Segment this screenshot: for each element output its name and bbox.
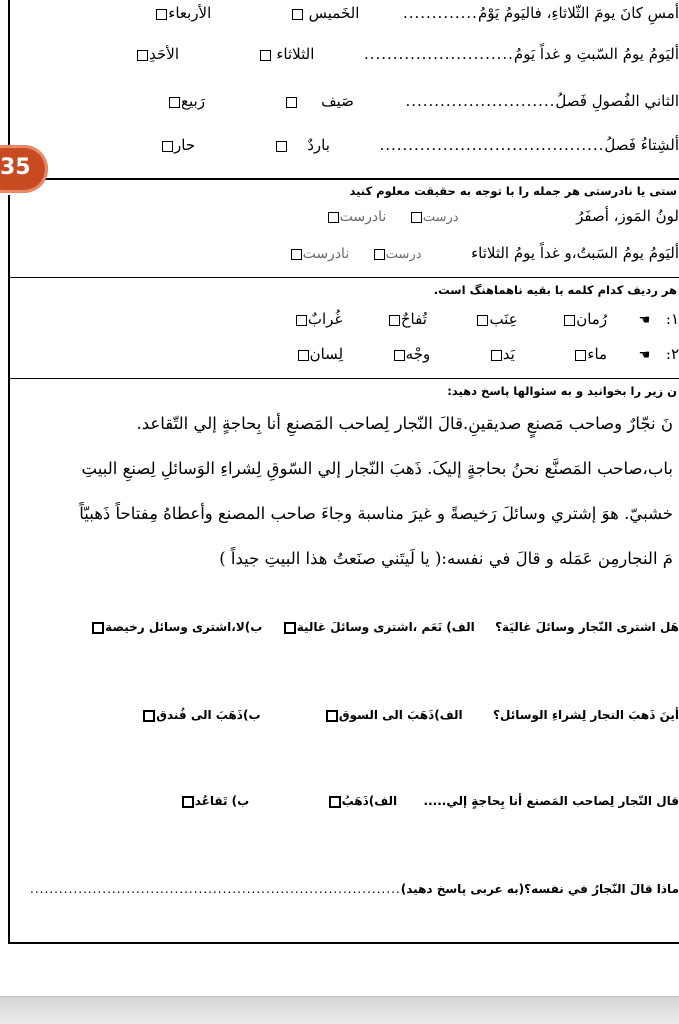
statement-row [290, 244, 679, 264]
word-option: لِسان [309, 345, 344, 363]
left-border [8, 0, 10, 148]
question-text: أينَ ذَهبَ النجار لِشراءِ الوسائل؟ [493, 708, 679, 722]
divider [8, 277, 679, 278]
correct-label: درست [385, 247, 422, 262]
incorrect-label: نادرست [339, 209, 387, 225]
question-text: ماذا قالَ النّجارُ في نفسه؟(به عربی پاسخ دهید) [400, 882, 679, 896]
option-b: ب) تَقاعُد [194, 794, 250, 808]
checkbox[interactable] [296, 315, 307, 326]
divider [8, 942, 679, 944]
checkbox[interactable] [389, 315, 400, 326]
option-a: الف) نَعَم ،اشترى وسائلَ غالية [296, 620, 475, 634]
comprehension-question [181, 792, 679, 810]
page-number: 35 [0, 155, 31, 180]
question-text: هَل اشترى النّجار وسائلَ غاليَة؟ [495, 620, 679, 634]
row-number: ١: [665, 310, 679, 328]
option-label: الأربعاء [168, 4, 212, 22]
word-option: يَد [502, 345, 515, 363]
checkbox[interactable] [291, 249, 302, 260]
story-line: باب،صاحب المَصنَّع نحنُ بحاجةٍ إليکَ. ذَهبَ النّجار إلي السّوقِ لِشراءِ الوَسائلِ لِصنعِ البيتِ [81, 459, 673, 478]
odd-one-out-row [295, 310, 679, 330]
checkbox[interactable] [156, 9, 167, 20]
checkbox[interactable] [411, 212, 422, 223]
checkbox[interactable] [292, 9, 303, 20]
option-label: صَيف [321, 92, 354, 110]
checkbox[interactable] [491, 350, 502, 361]
comprehension-question [30, 880, 679, 898]
statement-text: أليَومُ يومُ السَبتُ،و غداً يومُ الثلاثاء [471, 244, 679, 262]
option-label: حار [174, 136, 196, 154]
option-b: ب)ذَهَبَ الى فُندق [156, 708, 261, 722]
question-text: قال النّجار لِصاحب المَصنع أنا بِحاجةٍ إلي..... [423, 794, 679, 808]
correct-label: درست [422, 210, 459, 225]
divider [8, 378, 679, 379]
question-row: أمسِ كانَ يومَ الثّلاثاءِ، فاليَومُ يَوْمُ............. الخَميس الأربعاء [155, 4, 679, 22]
option-label: الأحَدِ [149, 45, 180, 63]
comprehension-question [142, 706, 679, 724]
checkbox[interactable] [143, 710, 155, 722]
statement-text: لونُ المَوز، أصفَرُ [576, 207, 679, 225]
checkbox[interactable] [92, 622, 104, 634]
section-title: ستی یا نادرستی هر جمله را با توجه به حقیقت معلوم کنید [349, 184, 677, 198]
word-option: وجْه [405, 345, 431, 363]
checkbox[interactable] [182, 796, 194, 808]
checkbox[interactable] [328, 212, 339, 223]
divider [8, 178, 679, 180]
option-a: الف)ذَهَبَ الى السوق [338, 708, 463, 722]
pointing-hand-icon: ☚ [638, 348, 651, 363]
checkbox[interactable] [477, 315, 488, 326]
checkbox[interactable] [394, 350, 405, 361]
checkbox[interactable] [298, 350, 309, 361]
answer-line[interactable]: ............................................................................. [30, 882, 401, 896]
story-line: مَ النجارمِن عَمَله و قالَ في نفسه:( يا لَيتَني صنَعتُ هذا البيتِ جيداً ) [219, 549, 673, 568]
checkbox[interactable] [564, 315, 575, 326]
story-line: نَ نجّارٌ وصاحب مَصنعٍ صديقينِ.قالَ النّجار لِصاحب المَصنعِ أنا بِحاجةٍ إلي التّقاعد. [136, 414, 673, 433]
question-text: الثاني الفُصولِ فَصلُ [555, 92, 679, 110]
option-label: الثلاثاء [276, 45, 315, 63]
checkbox[interactable] [374, 249, 385, 260]
word-option: ماء [587, 345, 608, 363]
question-text: ألشِتاءُ فَصلُ [604, 136, 679, 154]
option-b: ب)لا،اشترى وسائل رخيصة [105, 620, 263, 634]
row-number: ٢: [665, 345, 679, 363]
checkbox[interactable] [169, 97, 180, 108]
page-number-badge [0, 145, 48, 193]
footer-bar [0, 996, 679, 1024]
incorrect-label: نادرست [302, 246, 350, 262]
story-line: خشبيّ. هوَ إشتري وسائلَ رَخيصةً و غيرَ مناسبة وجاءَ صاحب المصنع وأعطاهُ مِفتاحاً ذَهبيّاً [79, 504, 673, 523]
option-a: الف)ذَهَبُ [341, 794, 398, 808]
checkbox[interactable] [326, 710, 338, 722]
checkbox[interactable] [284, 622, 296, 634]
word-option: رُمان [576, 310, 608, 328]
word-option: تُفاحٌ [400, 310, 427, 328]
question-row: ألشِتاءُ فَصلُ....................................... باردٌ حار [161, 136, 679, 154]
option-label: باردٌ [307, 136, 330, 154]
checkbox[interactable] [137, 50, 148, 61]
comprehension-question [91, 618, 679, 636]
option-label: الخَميس [308, 4, 360, 22]
checkbox[interactable] [329, 796, 341, 808]
odd-one-out-row [297, 345, 679, 365]
option-label: رَبيع [181, 92, 205, 110]
question-text: أليَومُ يومُ السّبتِ و غداً يَومُ [513, 45, 679, 63]
checkbox[interactable] [286, 97, 297, 108]
question-text: أمسِ كانَ يومَ الثّلاثاءِ، فاليَومُ يَوْمُ [477, 4, 679, 22]
checkbox[interactable] [276, 141, 287, 152]
checkbox[interactable] [162, 141, 173, 152]
question-row: الثاني الفُصولِ فَصلُ.......................... صَيف رَبيع [168, 92, 679, 110]
left-border-lower [8, 195, 10, 943]
section-title: هر ردیف کدام کلمه با بقیه ناهماهنگ است. [433, 283, 677, 297]
checkbox[interactable] [575, 350, 586, 361]
statement-row [327, 207, 679, 227]
section-title: ن زیر را بخوانید و به سئوالها پاسخ دهید: [447, 384, 677, 398]
word-option: عِنَب [489, 310, 518, 328]
pointing-hand-icon: ☚ [638, 313, 651, 328]
word-option: غُرابٌ [307, 310, 343, 328]
checkbox[interactable] [260, 50, 271, 61]
question-row: أليَومُ يومُ السّبتِ و غداً يَومُ.......................... الثلاثاء الأحَدِ [136, 45, 679, 63]
